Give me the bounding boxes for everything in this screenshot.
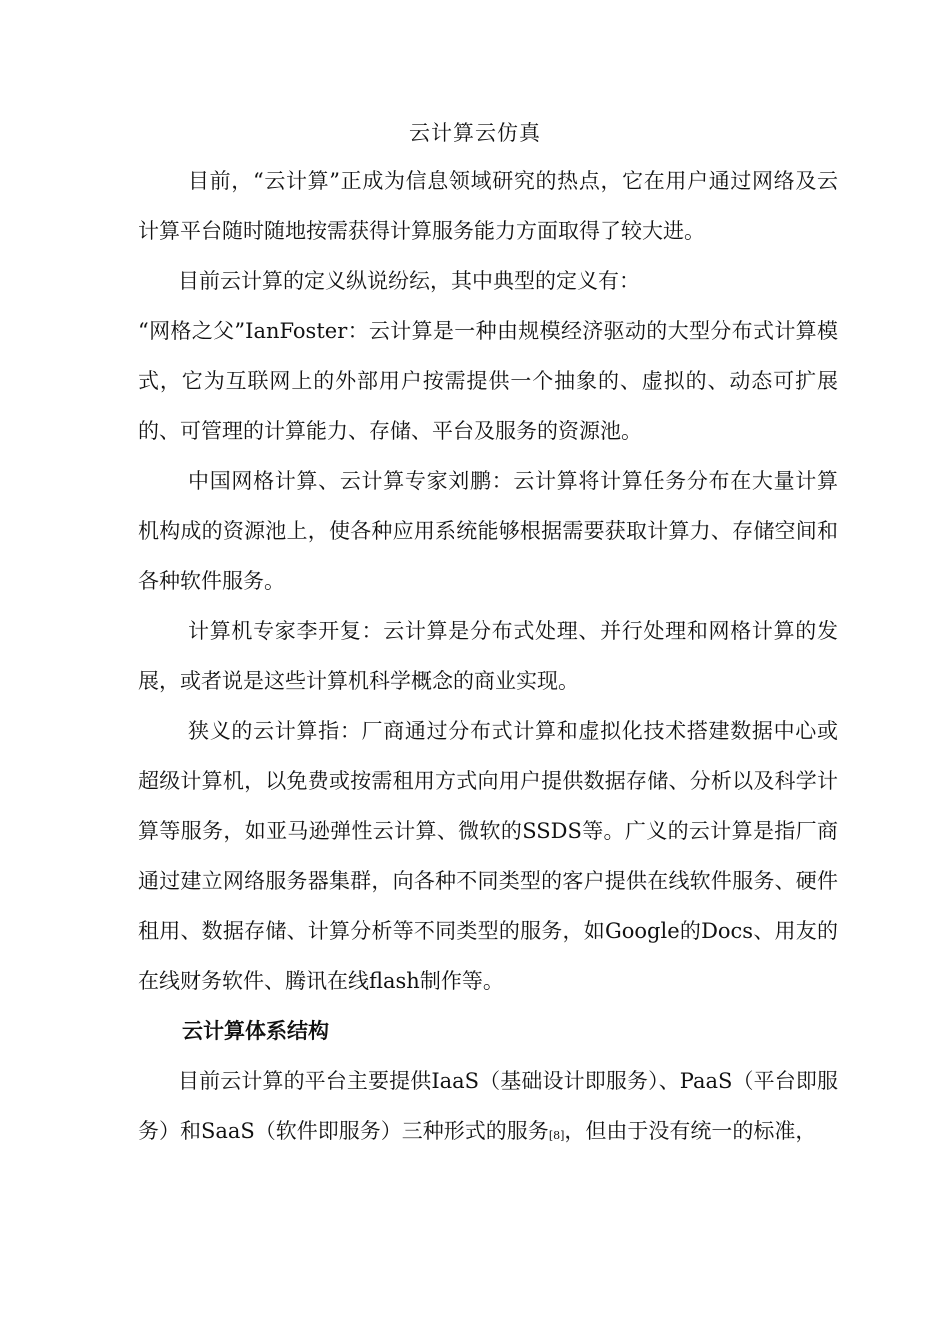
paragraph-likaifu-definition: 计算机专家李开复：云计算是分布式处理、并行处理和网格计算的发展，或者说是这些计算机科学概念的商业实现。 — [138, 619, 838, 693]
paragraph-architecture-tail: ，但由于没有统一的标准， — [564, 1119, 817, 1143]
paragraph-architecture-text: 目前云计算的平台主要提供IaaS（基础设计即服务）、PaaS（平台即服务）和SaaS（软件即服务）三种形式的服务 — [138, 1069, 838, 1143]
paragraph-architecture — [138, 1056, 838, 1161]
citation-ref: [8] — [548, 1129, 565, 1142]
section-heading: 云计算体系结构 — [182, 1019, 329, 1043]
paragraph-definitions-intro: 目前云计算的定义纵说纷纭，其中典型的定义有： — [178, 269, 640, 293]
paragraph-narrow-broad-definition: 狭义的云计算指：厂商通过分布式计算和虚拟化技术搭建数据中心或超级计算机，以免费或按需租用方式向用户提供数据存储、分析以及科学计算等服务，如亚马逊弹性云计算、微软的SSDS等。广义的云计算是指厂商通过建立网络服务器集群，向各种不同类型的客户提供在线软件服务、硬件租用、数据存储、计算分析等不同类型的服务，如Google的Docs、用友的在线财务软件、腾讯在线flash制作等。 — [138, 719, 838, 993]
document-title: 云计算云仿真 — [409, 121, 541, 145]
paragraph-foster-definition: “网格之父”IanFoster：云计算是一种由规模经济驱动的大型分布式计算模式，它为互联网上的外部用户按需提供一个抽象的、虚拟的、动态可扩展的、可管理的计算能力、存储、平台及服务的资源池。 — [138, 319, 838, 443]
paragraph-liupeng-definition: 中国网格计算、云计算专家刘鹏：云计算将计算任务分布在大量计算机构成的资源池上，使各种应用系统能够根据需要获取计算力、存储空间和各种软件服务。 — [138, 469, 838, 593]
paragraph-intro: 目前，“云计算”正成为信息领域研究的热点，它在用户通过网络及云计算平台随时随地按需获得计算服务能力方面取得了较大进。 — [138, 169, 838, 243]
